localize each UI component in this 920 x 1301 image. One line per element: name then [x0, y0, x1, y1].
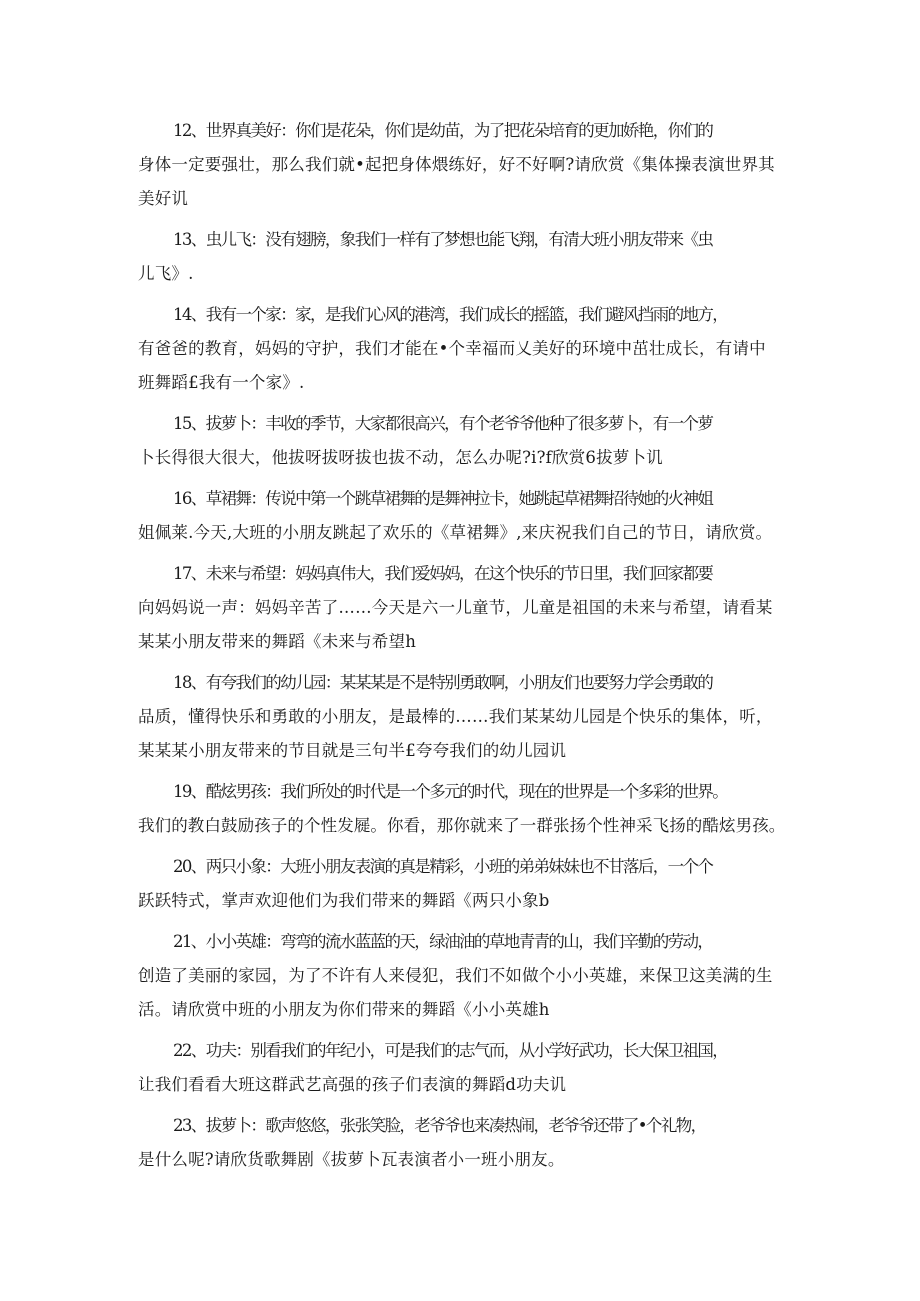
- text-line: 班舞蹈£我有一个家》.: [138, 373, 305, 392]
- document-body: [138, 114, 784, 1184]
- text-line: 13、虫儿飞：没有翅膀，象我们一样有了梦想也能飞翔，有清大班小朋友带来《虫: [173, 230, 713, 249]
- paragraph-19: [138, 775, 784, 843]
- paragraph-21: [138, 925, 784, 1027]
- text-line: 12、世界真美好：你们是花朵，你们是幼苗，为了把花朵培育的更加娇艳，你们的: [173, 121, 713, 140]
- paragraph-22: [138, 1034, 784, 1102]
- text-line: 21、小小英雄：弯弯的流水蓝蓝的天，绿油油的草地青青的山，我们辛勤的劳动，: [173, 932, 713, 951]
- text-line: 让我们看看大班这群武艺高强的孩子们表演的舞蹈d功夫讥: [138, 1075, 567, 1094]
- text-line: 创造了美丽的家园，为了不许有人来侵犯，我们不如做个小小英雄，来保卫这美满的生: [138, 966, 773, 985]
- paragraph-12: [138, 114, 784, 216]
- text-line: 17、未来与希望：妈妈真伟大，我们爱妈妈，在这个快乐的节日里，我们回家都要: [173, 564, 713, 583]
- text-line: 15、拔萝卜：丰收的季节，大家都很高兴，有个老爷爷他种了很多萝卜，有一个萝: [173, 414, 713, 433]
- text-line: 身体一定要强壮，那么我们就•起把身体煨练好，好不好啊?请欣赏《集体操表演世界其: [138, 155, 775, 174]
- paragraph-20: [138, 850, 784, 918]
- text-line: 16、草裙舞：传说中第一个跳草裙舞的是舞神拉卡，她跳起草裙舞招待她的火神姐: [173, 489, 713, 508]
- text-line: 姐佩莱.今天,大班的小朋友跳起了欢乐的《草裙舞》,来庆祝我们自己的节日，请欣赏。: [138, 523, 773, 542]
- text-line: 某某小朋友带来的舞蹈《未来与希望h: [138, 632, 417, 651]
- text-line: 是什么呢?请欣货歌舞剧《拔萝卜瓦表演者小一班小朋友。: [138, 1150, 565, 1169]
- paragraph-16: [138, 482, 784, 550]
- text-line: 我们的教白鼓励孩子的个性发屣。你看，那你就来了一群张扬个性神采飞扬的酷炫男孩。: [138, 816, 786, 835]
- paragraph-18: [138, 666, 784, 768]
- text-line: 23、拔萝卜：歌声悠悠，张张笑脸，老爷爷也来凑热闹，老爷爷还带了•个礼物，: [173, 1116, 706, 1135]
- text-line: 某某某小朋友带来的节目就是三句半£夸夸我们的幼儿园讥: [138, 741, 567, 760]
- paragraph-14: [138, 298, 784, 400]
- text-line: 22、功夫：别看我们的年纪小，可是我们的志气而，从小学好武功，长大保卫祖国，: [173, 1041, 728, 1060]
- paragraph-13: [138, 223, 784, 291]
- text-line: 品质，懂得快乐和勇敢的小朋友，是最棒的……我们某某幼儿园是个快乐的集体，听，: [138, 707, 773, 726]
- text-line: 活。请欣赏中班的小朋友为你们带来的舞蹈《小小英雄h: [138, 1000, 550, 1019]
- text-line: 14、我有一个家：家，是我们心风的港湾，我们成长的摇篮，我们避风挡雨的地方，: [173, 305, 728, 324]
- text-line: 18、有夸我们的幼儿园：某某某是不是特别勇敢啊，小朋友们也要努力学会勇敢的: [173, 673, 713, 692]
- paragraph-15: [138, 407, 784, 475]
- text-line: 20、两只小象：大班小朋友表演的真是精彩，小班的弟弟妹妹也不甘落后，一个个: [173, 857, 713, 876]
- text-line: 儿飞》.: [138, 264, 194, 283]
- text-line: 有爸爸的教育，妈妈的守护，我们才能在•个幸福而乂美好的环境中茁壮成长，有请中: [138, 339, 766, 358]
- paragraph-23: [138, 1109, 784, 1177]
- paragraph-17: [138, 557, 784, 659]
- text-line: 卜长得很大很大，他拔呀拔呀拔也拔不动，怎么办呢?i?f欣赏6拔萝卜讥: [138, 448, 663, 467]
- text-line: 向妈妈说一声：妈妈辛苦了……今天是六一儿童节，儿童是祖国的未来与希望，请看某: [138, 598, 773, 617]
- text-line: 跃跃特式，掌声欢迎他们为我们带来的舞蹈《两只小象b: [138, 891, 550, 910]
- text-line: 美好讥: [138, 189, 189, 208]
- text-line: 19、酷炫男孩：我们所处的时代是一个多元的时代，现在的世界是一个多彩的世界。: [173, 782, 728, 801]
